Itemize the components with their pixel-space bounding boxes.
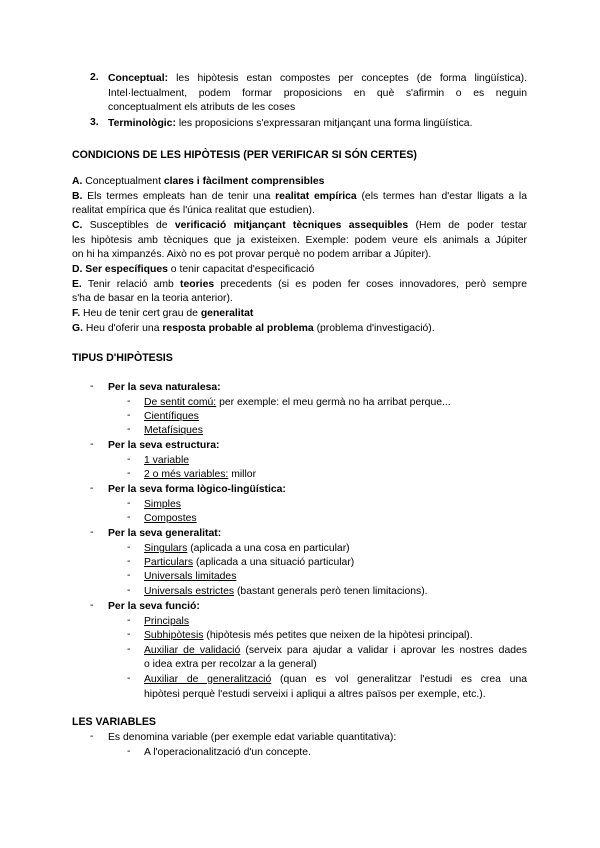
dash-bullet: - xyxy=(127,512,131,523)
type-desc: per exemple: el meu germà no ha arribat perque... xyxy=(216,397,451,408)
condition-text: Conceptualment xyxy=(85,176,161,187)
dash-bullet: - xyxy=(127,498,131,509)
type-item xyxy=(144,556,354,569)
type-desc: (aplicada a una situació particular) xyxy=(193,557,355,568)
dash-bullet: - xyxy=(90,600,94,611)
type-item xyxy=(144,673,527,686)
dash-bullet: - xyxy=(90,527,94,538)
type-term: Particulars xyxy=(144,557,194,568)
dash-bullet: - xyxy=(127,542,131,553)
type-term: 2 o més variables: xyxy=(144,469,229,480)
type-term: 1 variable xyxy=(144,455,190,466)
condition-a xyxy=(72,175,324,188)
dash-bullet: - xyxy=(127,454,131,465)
list-number: 3. xyxy=(90,117,99,128)
condition-bold: resposta probable al problema xyxy=(162,323,314,334)
type-item xyxy=(144,644,527,657)
condition-e xyxy=(72,278,527,291)
dash-bullet: - xyxy=(90,483,94,494)
condition-bold: Ser específiques xyxy=(85,264,168,275)
type-term: Auxiliar de generalització xyxy=(144,674,272,685)
list-item-text-line: conceptualment els atributs de les coses xyxy=(108,102,296,113)
type-term: Científiques xyxy=(144,411,199,422)
variables-heading: LES VARIABLES xyxy=(72,716,156,728)
condition-b xyxy=(72,190,527,203)
type-item-line2: hipòtesi perquè l'estudi serveixi i apliqui a altres països per exemple, etc.). xyxy=(144,689,486,700)
types-heading: TIPUS D'HIPÒTESIS xyxy=(72,352,173,364)
type-desc: (serveix para ajudar a validar i aprovar les nostres dades xyxy=(240,645,527,656)
type-item xyxy=(144,424,203,437)
type-item xyxy=(144,410,199,423)
list-item-terminologic xyxy=(108,117,472,130)
type-term: Auxiliar de validació xyxy=(144,645,241,656)
type-term: Simples xyxy=(144,499,181,510)
condition-e-line2: s'ha de basar en la teoria anterior). xyxy=(72,293,233,304)
condition-letter: B. xyxy=(72,191,83,202)
dash-bullet: - xyxy=(127,396,131,407)
condition-letter: E. xyxy=(72,279,82,290)
type-term: De sentit comú: xyxy=(144,397,217,408)
condition-g xyxy=(72,322,435,335)
condition-text: Susceptibles de xyxy=(89,220,168,231)
condition-text: (els termes han d'estar lligats a la xyxy=(361,191,528,202)
dash-bullet: - xyxy=(90,381,94,392)
list-item-text: les proposicions s'expressaran mitjançant una forma lingüística. xyxy=(178,118,473,129)
dash-bullet: - xyxy=(127,746,131,757)
dash-bullet: - xyxy=(127,644,131,655)
dash-bullet: - xyxy=(127,585,131,596)
type-desc: (hipòtesis més petites que neixen de la hipòtesi principal). xyxy=(203,630,473,641)
condition-bold: teories xyxy=(180,279,215,290)
condition-letter: G. xyxy=(72,323,83,334)
condition-text: (Hem de poder testar xyxy=(415,220,527,231)
variables-item: Es denomina variable (per exemple edat variable quantitativa): xyxy=(108,732,397,743)
type-item xyxy=(144,615,189,628)
condition-bold: generalitat xyxy=(200,308,254,319)
dash-bullet: - xyxy=(127,615,131,626)
condition-text: (problema d'investigació). xyxy=(316,323,435,334)
type-desc: (quan es vol generalitzar l'estudi es crea una xyxy=(271,674,528,685)
condition-text: o tenir capacitat d'especificació xyxy=(170,264,315,275)
type-term: Subhipòtesis xyxy=(144,630,204,641)
condition-letter: F. xyxy=(72,308,81,319)
type-item xyxy=(144,396,451,409)
type-desc: (aplicada a una cosa en particular) xyxy=(187,543,350,554)
dash-bullet: - xyxy=(127,410,131,421)
type-group-forma: Per la seva forma lògico-lingüística: xyxy=(108,484,286,495)
dash-bullet: - xyxy=(127,673,131,684)
type-item xyxy=(144,542,350,555)
term-terminologic: Terminològic: xyxy=(108,118,176,129)
type-term: Universals estrictes xyxy=(144,586,235,597)
type-item xyxy=(144,454,189,467)
dash-bullet: - xyxy=(90,731,94,742)
condition-bold: realitat empírica xyxy=(275,191,357,202)
condition-bold: verificació mitjançant tècniques assequibles xyxy=(174,220,409,231)
type-item-line2: o idea extra per recolzar a la general) xyxy=(144,659,317,670)
type-item xyxy=(144,512,197,525)
condition-text: Tenir relació amb xyxy=(87,279,174,290)
term-conceptual: Conceptual: xyxy=(108,73,169,84)
condition-text: precedents (si es poden fer coses innovadores, però sempre xyxy=(220,279,527,290)
list-item-text-line: Intel·lectualment, podem formar proposicions en què s'afirmin o es neguin xyxy=(108,88,527,99)
condition-letter: D. xyxy=(72,264,83,275)
list-item-conceptual xyxy=(108,72,527,85)
type-item xyxy=(144,498,181,511)
type-item xyxy=(144,570,236,583)
type-term: Singulars xyxy=(144,543,188,554)
dash-bullet: - xyxy=(127,468,131,479)
dash-bullet: - xyxy=(127,424,131,435)
type-term: Compostes xyxy=(144,513,197,524)
condition-c xyxy=(72,219,527,232)
type-term: Metafísiques xyxy=(144,425,203,436)
type-item xyxy=(144,585,428,598)
dash-bullet: - xyxy=(127,570,131,581)
condition-text: Heu de tenir cert grau de xyxy=(82,308,198,319)
type-term: Universals limitades xyxy=(144,571,237,582)
condition-d xyxy=(72,263,314,276)
list-item-text: les hipòtesis estan compostes per conceptes (de forma lingüística). xyxy=(176,73,527,84)
condition-text: Heu d'oferir una xyxy=(85,323,160,334)
dash-bullet: - xyxy=(90,439,94,450)
condition-c-line2: les hipòtesis amb tècniques que ja existeixen. Exemple: podem veure els animals a Júpiter xyxy=(72,235,527,246)
condition-f xyxy=(72,307,253,320)
dash-bullet: - xyxy=(127,556,131,567)
type-item xyxy=(144,468,256,481)
dash-bullet: - xyxy=(127,629,131,640)
type-group-naturalesa: Per la seva naturalesa: xyxy=(108,382,221,393)
condition-bold: clares i fàcilment comprensibles xyxy=(163,176,325,187)
condition-letter: C. xyxy=(72,220,83,231)
variables-subitem: A l'operacionalització d'un concepte. xyxy=(144,747,311,758)
condition-c-line3: on hi ha ximpanzés. Això no es pot provar perquè no podem arribar a Júpiter). xyxy=(72,249,432,260)
type-term: Principals xyxy=(144,616,190,627)
type-desc: millor xyxy=(228,469,257,480)
condition-text: Els termes empleats han de tenir una xyxy=(87,191,271,202)
list-number: 2. xyxy=(90,72,99,83)
condition-letter: A. xyxy=(72,176,83,187)
type-group-funcio: Per la seva funció: xyxy=(108,601,200,612)
type-item xyxy=(144,629,473,642)
type-group-generalitat: Per la seva generalitat: xyxy=(108,528,222,539)
type-group-estructura: Per la seva estructura: xyxy=(108,440,220,451)
conditions-heading: CONDICIONS DE LES HIPÒTESIS (PER VERIFICAR SI SÓN CERTES) xyxy=(72,149,417,161)
type-desc: (bastant generals però tenen limitacions). xyxy=(234,586,428,597)
condition-b-line2: realitat empírica que és l'única realitat que estudien). xyxy=(72,205,315,216)
